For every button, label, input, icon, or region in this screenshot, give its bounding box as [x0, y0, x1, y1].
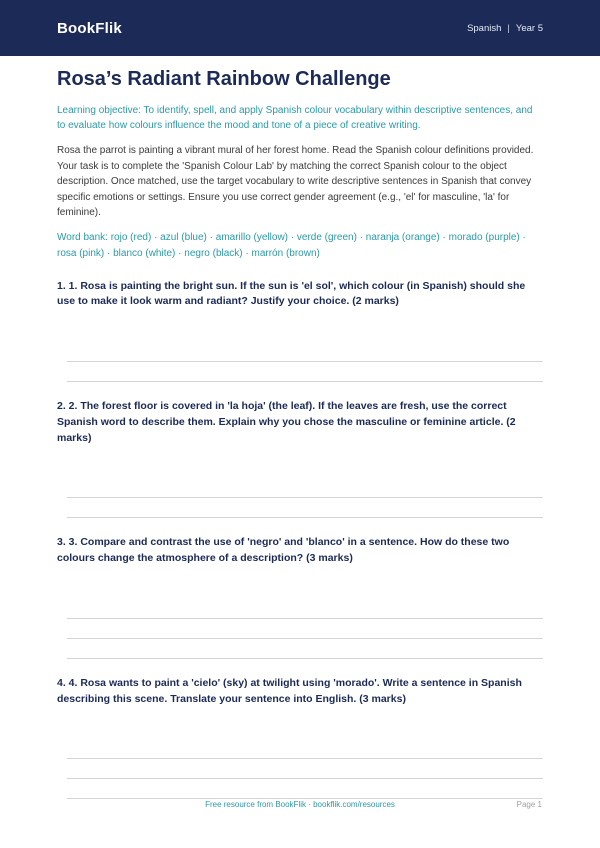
page-header — [0, 0, 600, 56]
worksheet-title: Rosa’s Radiant Rainbow Challenge — [57, 68, 391, 90]
answer-area[interactable] — [67, 478, 543, 518]
answer-line[interactable] — [67, 619, 543, 639]
answer-line[interactable] — [67, 498, 543, 518]
answer-line[interactable] — [67, 759, 543, 779]
question-text: 3. 3. Compare and contrast the use of 'negro' and 'blanco' in a sentence. How do these two colours change the atmosphere of a description? (3 marks) — [57, 536, 510, 564]
answer-line[interactable] — [67, 478, 543, 498]
word-bank: Word bank: rojo (red) · azul (blue) · amarillo (yellow) · verde (green) · naranja (orange) · morado (purple) · rosa (pink) · blanco (white) · negro (black) · marrón (brown) — [57, 231, 526, 259]
answer-area[interactable] — [67, 739, 543, 799]
answer-line[interactable] — [67, 599, 543, 619]
question-1 — [57, 279, 543, 383]
learning-objective: Learning objective: To identify, spell, and apply Spanish colour vocabulary within descriptive sentences, and to evaluate how colours influence the mood and tone of a piece of creative writing. — [57, 105, 533, 131]
worksheet-content — [0, 66, 600, 799]
answer-line[interactable] — [67, 362, 543, 382]
question-text: 2. 2. The forest floor is covered in 'la hoja' (the leaf). If the leaves are fresh, use the correct Spanish word to describe them. Explain why you chose the masculine or feminine article. (2 marks) — [57, 400, 516, 444]
page-footer — [0, 800, 600, 812]
year-label: Year 5 — [515, 22, 543, 34]
brand-logo-text: BookFlik — [57, 19, 122, 37]
answer-line[interactable] — [67, 739, 543, 759]
question-text: 1. 1. Rosa is painting the bright sun. If the sun is 'el sol', which colour (in Spanish) should she use to make it look warm and radiant? Justify your choice. (2 marks) — [57, 279, 526, 308]
answer-area[interactable] — [67, 599, 543, 659]
subject-label: Spanish — [467, 22, 502, 34]
question-2 — [57, 399, 543, 518]
answer-line[interactable] — [67, 342, 543, 362]
page-number: Page 1 — [516, 800, 542, 809]
question-text: 4. 4. Rosa wants to paint a 'cielo' (sky) at twilight using 'morado'. Write a sentence in Spanish describing this scene. Translate your sentence into English. (3 marks) — [57, 676, 522, 705]
meta-separator: | — [507, 22, 510, 34]
resource-link[interactable]: Free resource from BookFlik · bookflik.com/resources — [205, 800, 395, 809]
question-4 — [57, 676, 543, 800]
header-meta — [467, 23, 543, 34]
question-3 — [57, 535, 543, 659]
answer-line[interactable] — [67, 639, 543, 659]
answer-area[interactable] — [67, 342, 543, 382]
intro-paragraph: Rosa the parrot is painting a vibrant mural of her forest home. Read the Spanish colour definitions provided. Your task is to complete the 'Spanish Colour Lab' by matching the correct Spanish colour to the object description. Once matched, use the target vocabulary to write descriptive sentences in Spanish that convey specific emotions or settings. Ensure you use correct gender agreement (e.g., 'el' for masculine, 'la' for feminine). — [57, 145, 534, 218]
answer-line[interactable] — [67, 779, 543, 799]
